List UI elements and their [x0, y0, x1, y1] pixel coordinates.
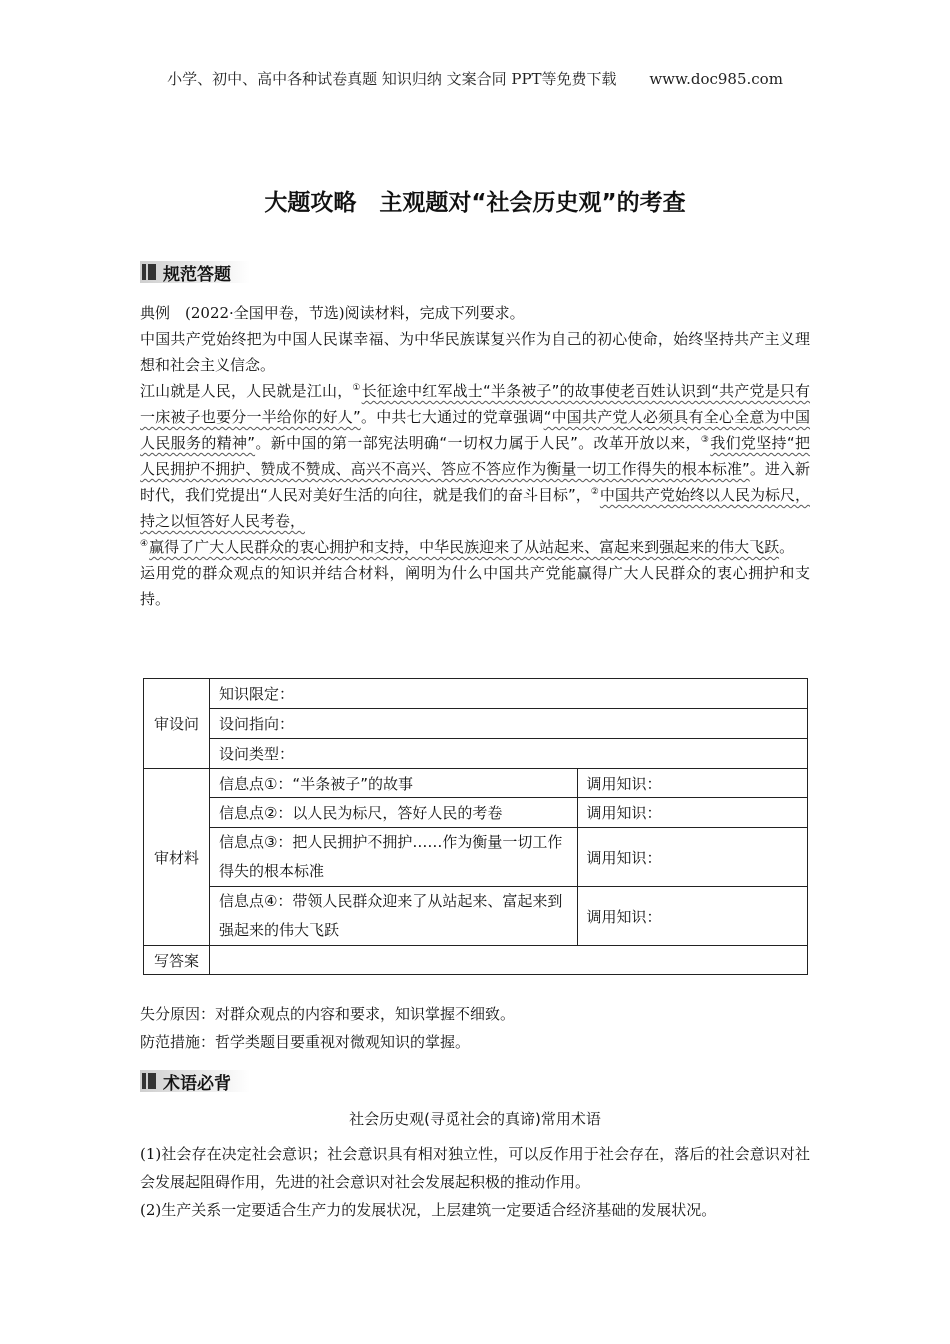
q-row-3[interactable]: 设问类型： — [209, 739, 807, 769]
marker-1: ① — [352, 383, 361, 393]
info-point-4: 赢得了广大人民群众的衷心拥护和支持，中华民族迎来了从站起来、富起来到强起来的伟大飞跃 — [149, 538, 780, 556]
header-url[interactable]: www.doc985.com — [649, 70, 783, 88]
info-cell-2: 信息点②：以人民为标尺，答好人民的考卷 — [209, 798, 577, 828]
section-heading-text: 术语必背 — [163, 1073, 231, 1094]
use-cell-2[interactable]: 调用知识： — [577, 798, 807, 828]
term-item-2: (2)生产关系一定要适合生产力的发展状况，上层建筑一定要适合经济基础的发展状况。 — [140, 1201, 717, 1219]
page-header — [0, 68, 950, 89]
marker-4: ④ — [140, 539, 149, 549]
section-heading-answer — [140, 261, 250, 283]
section-bars-icon — [142, 1073, 158, 1089]
material-paragraph-2: 江山就是人民，人民就是江山，①长征途中红军战士“半条被子”的故事使老百姓认识到“共产党是只有一床被子也要分一半给你的好人”。中共七大通过的党章强调“中国共产党人必须具有全心全意为中国人民服务的精神”。新中国的第一部宪法明确“一切权力属于人民”。改革开放以来，③我们党坚持“把人民拥护不拥护、赞成不赞成、高兴不高兴、答应不答应作为衡量一切工作得失的根本标准”。进入新时代，我们党提出“人民对美好生活的向往，就是我们的奋斗目标”，②中国共产党始终以人民为标尺，持之以恒答好人民考卷， ④赢得了广大人民群众的衷心拥护和支持，中华民族迎来了从站起来、富起来到强起来的伟大飞跃。 — [140, 382, 810, 556]
analysis-table — [143, 678, 808, 975]
page-title: 大题攻略 主观题对“社会历史观”的考查 — [264, 190, 686, 216]
header-text: 小学、初中、高中各种试卷真题 知识归纳 文案合同 PPT等免费下载 — [167, 70, 617, 88]
use-cell-3[interactable]: 调用知识： — [577, 828, 807, 887]
info-cell-1: 信息点①：“半条被子”的故事 — [209, 769, 577, 798]
prevention: 防范措施：哲学类题目要重视对微观知识的掌握。 — [140, 1033, 471, 1051]
info-point-1: 长征途中红军战士“半条被子”的故事使老百姓认识到“共产党是只有一床被子也要分一半给你的好人” — [140, 382, 810, 426]
party-constitution-quote: “中国共产党人必须具有全心全意为中国人民服务的精神” — [140, 408, 810, 452]
answer-cell[interactable] — [209, 946, 807, 975]
info-point-3: 我们党坚持“把人民拥护不拥护、赞成不赞成、高兴不高兴、答应不答应作为衡量一切工作得失的根本标准” — [140, 434, 810, 478]
section-bars-icon — [142, 264, 158, 280]
info-point-2: 中国共产党始终以人民为标尺，持之以恒答好人民考卷， — [140, 486, 810, 530]
example-material — [140, 300, 810, 612]
q-row-2[interactable]: 设问指向： — [209, 709, 807, 739]
use-cell-1[interactable]: 调用知识： — [577, 769, 807, 798]
marker-2: ② — [590, 487, 599, 497]
q-label: 审设问 — [144, 679, 210, 769]
terms-list — [140, 1140, 810, 1224]
section-heading-text: 规范答题 — [163, 264, 231, 285]
q-row-1[interactable]: 知识限定： — [209, 679, 807, 709]
terms-title: 社会历史观(寻觅社会的真谛)常用术语 — [349, 1110, 601, 1128]
question-text: 运用党的群众观点的知识并结合材料，阐明为什么中国共产党能赢得广大人民群众的衷心拥护和支持。 — [140, 564, 810, 608]
info-cell-4: 信息点④：带领人民群众迎来了从站起来、富起来到强起来的伟大飞跃 — [209, 887, 577, 946]
m-label: 审材料 — [144, 769, 210, 946]
section-heading-terms — [140, 1070, 250, 1092]
a-label: 写答案 — [144, 946, 210, 975]
material-paragraph-1: 中国共产党始终把为中国人民谋幸福、为中华民族谋复兴作为自己的初心使命，始终坚持共产主义理想和社会主义信念。 — [140, 330, 810, 374]
loss-reason: 失分原因：对群众观点的内容和要求，知识掌握不细致。 — [140, 1005, 516, 1023]
info-cell-3: 信息点③：把人民拥护不拥护……作为衡量一切工作得失的根本标准 — [209, 828, 577, 887]
use-cell-4[interactable]: 调用知识： — [577, 887, 807, 946]
marker-3: ③ — [700, 435, 710, 445]
term-item-1: (1)社会存在决定社会意识；社会意识具有相对独立性，可以反作用于社会存在，落后的社会意识对社会发展起阻碍作用，先进的社会意识对社会发展起积极的推动作用。 — [140, 1145, 810, 1191]
example-intro: 典例 (2022·全国甲卷，节选)阅读材料，完成下列要求。 — [140, 304, 525, 322]
notes — [140, 1000, 515, 1056]
